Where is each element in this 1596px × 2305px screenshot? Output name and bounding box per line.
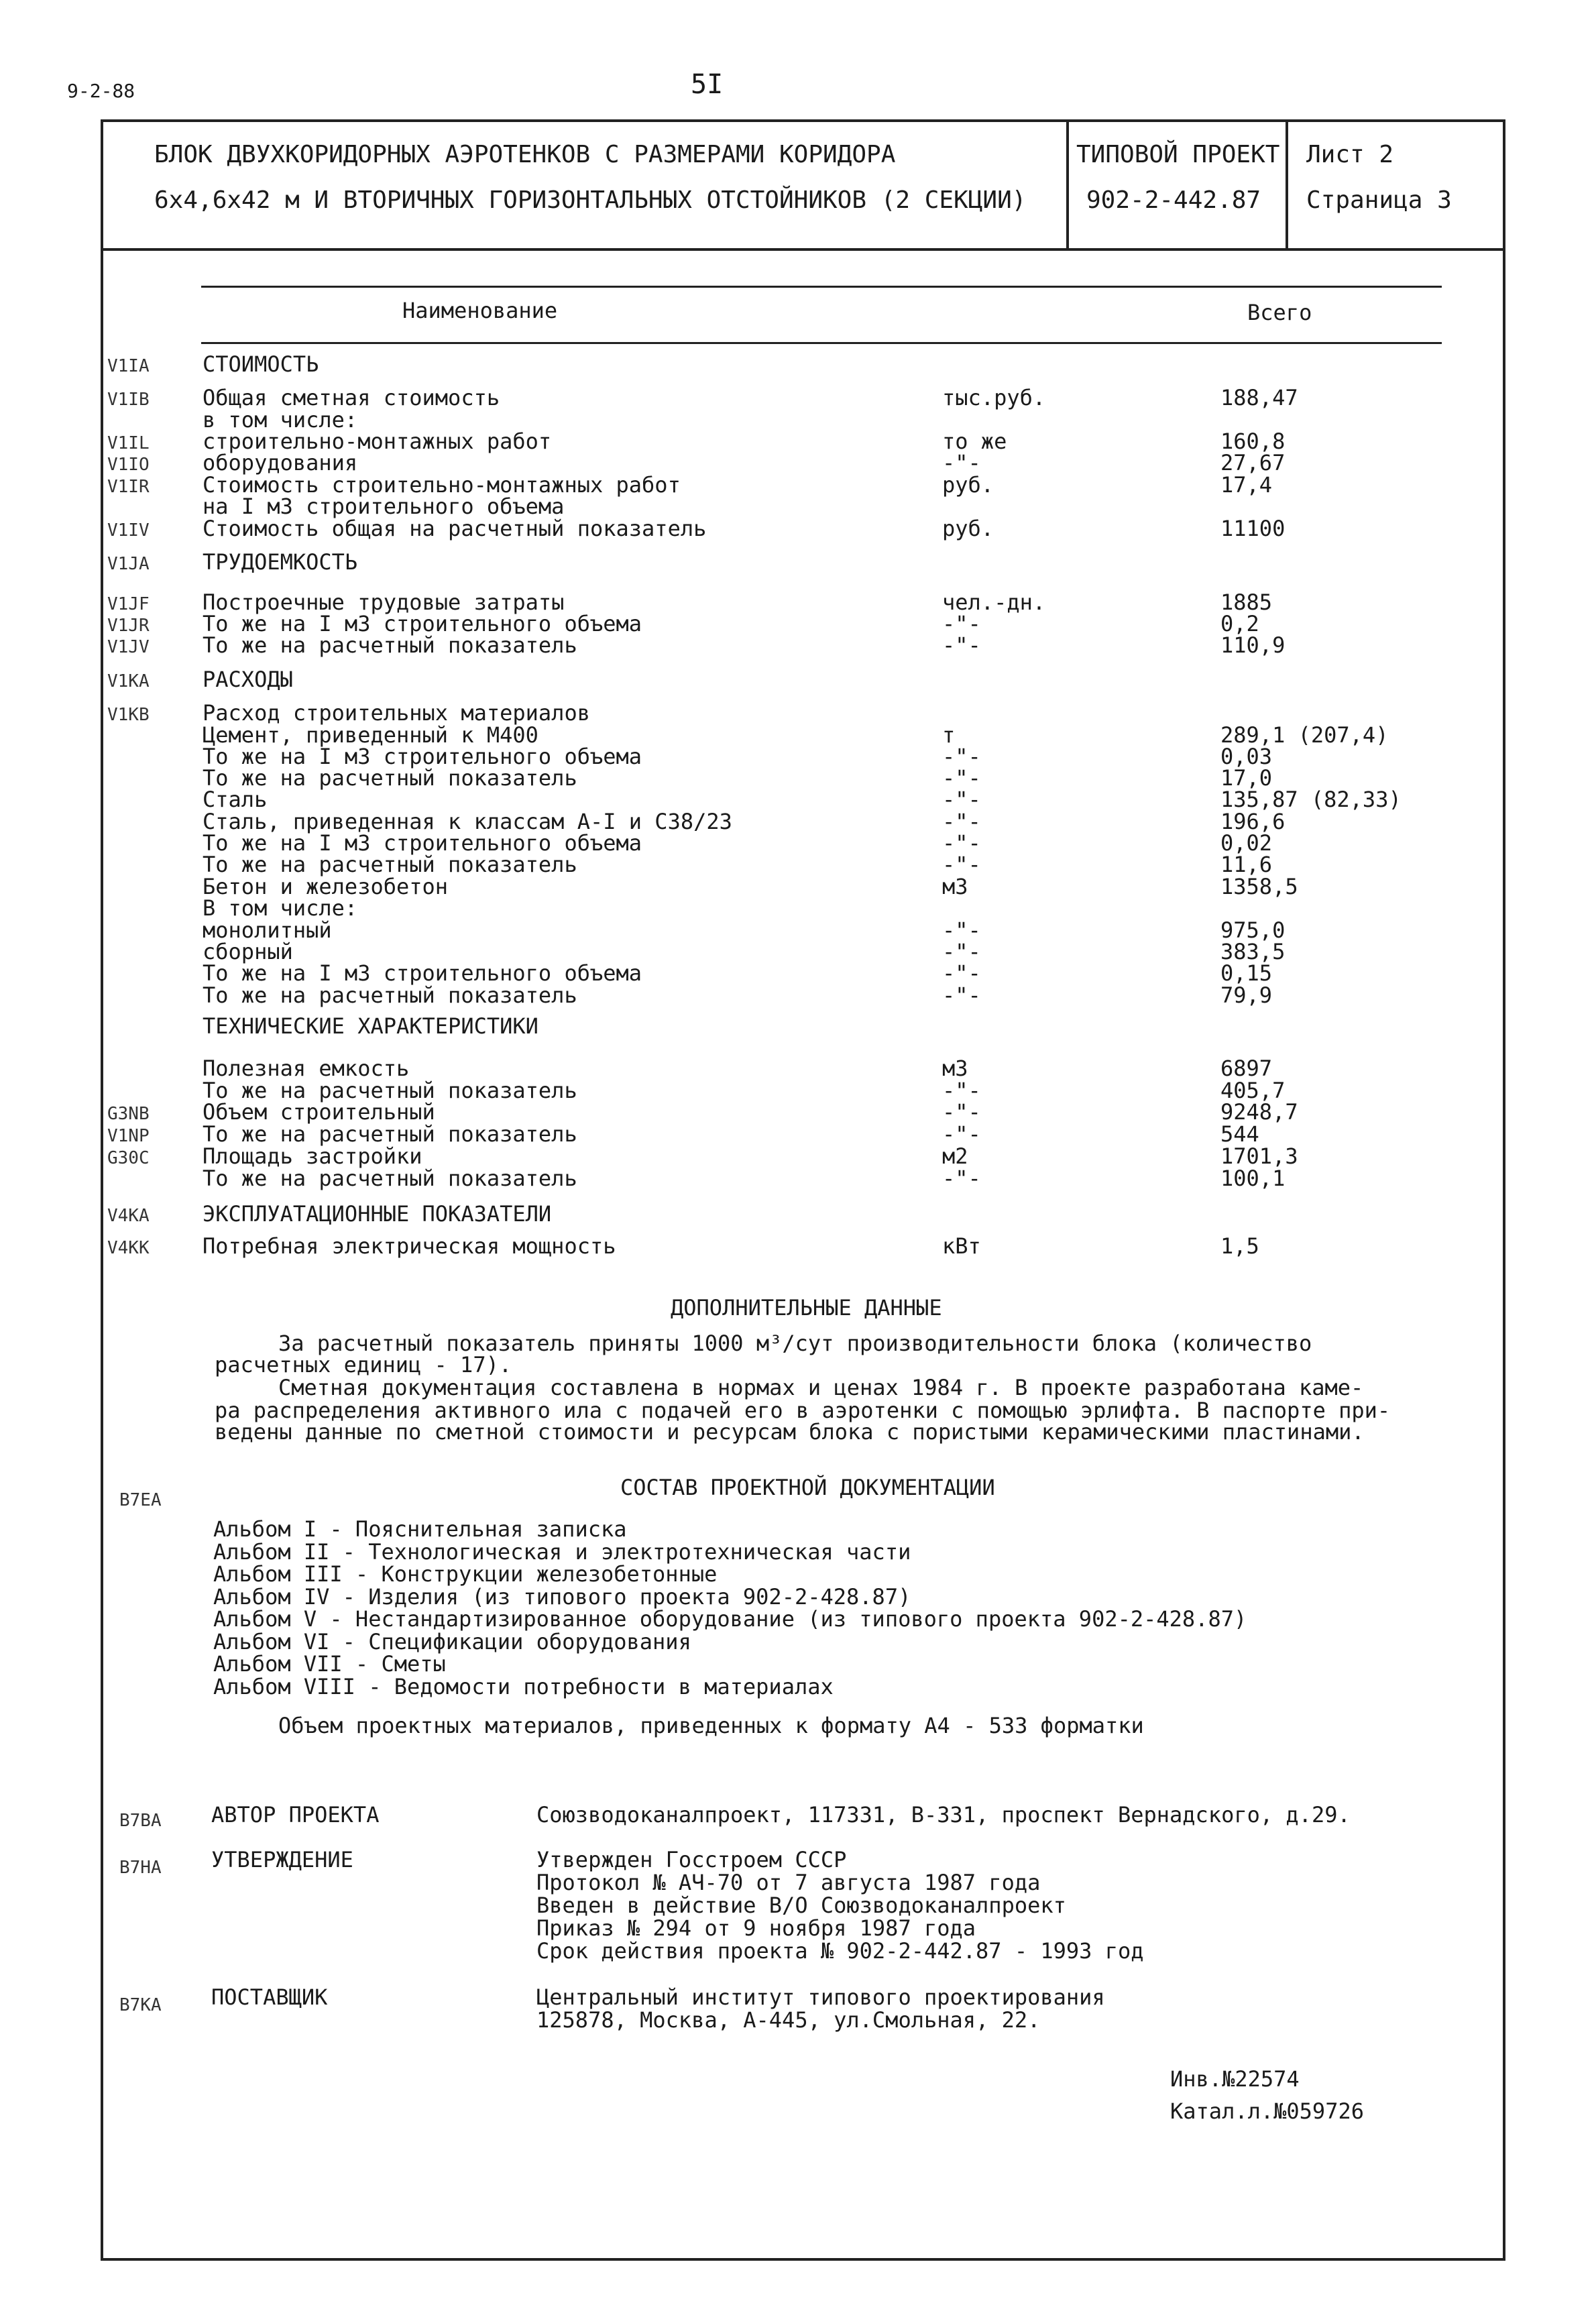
row-name: В том числе: <box>203 895 358 921</box>
row-code: V1JV <box>107 637 150 657</box>
row-unit: м3 <box>942 1056 968 1081</box>
row-unit: чел.-дн. <box>942 589 1046 615</box>
album-item: Альбом VIII - Ведомости потребности в материалах <box>213 1673 834 1699</box>
inventory-number: Инв.№22574 <box>1170 2066 1300 2092</box>
row-unit: тыс.руб. <box>942 385 1046 410</box>
composition-title: СОСТАВ ПРОЕКТНОЙ ДОКУМЕНТАЦИИ <box>620 1475 995 1500</box>
row-unit: -"- <box>942 744 981 769</box>
page-mark: 5I <box>691 69 724 100</box>
row-unit: -"- <box>942 1099 981 1125</box>
row-code: V1JF <box>107 594 150 614</box>
row-value: 11,6 <box>1220 852 1273 877</box>
column-header-name: Наименование <box>402 298 558 323</box>
supplier-code: B7KA <box>119 1995 162 2015</box>
row-unit: руб. <box>942 516 994 541</box>
row-unit: -"- <box>942 632 981 658</box>
author-text: Союзводоканалпроект, 117331, В-331, проспект Вернадского, д.29. <box>536 1802 1351 1828</box>
row-name: То же на расчетный показатель <box>203 852 577 877</box>
catalog-number: Катал.л.№059726 <box>1170 2098 1364 2124</box>
row-code: V1JR <box>107 616 150 636</box>
supplier-line: Центральный институт типового проектирования <box>536 1984 1105 2010</box>
row-value: 110,9 <box>1220 632 1286 658</box>
row-name: То же на расчетный показатель <box>203 1078 577 1103</box>
row-name: Сталь <box>203 787 268 812</box>
project-number: 902-2-442.87 <box>1086 186 1261 214</box>
composition-code: B7EA <box>119 1490 162 1510</box>
approval-label: УТВЕРЖДЕНИЕ <box>211 1847 353 1872</box>
row-value: 1885 <box>1220 589 1273 615</box>
row-code: V4KA <box>107 1206 150 1226</box>
row-name: Общая сметная стоимость <box>203 385 500 410</box>
row-unit: -"- <box>942 787 981 812</box>
row-value: 1358,5 <box>1220 874 1298 899</box>
row-unit: -"- <box>942 830 981 856</box>
row-unit: -"- <box>942 611 981 636</box>
album-item: Альбом VI - Спецификации оборудования <box>213 1628 691 1654</box>
additional-line: расчетных единиц - 17). <box>215 1352 512 1378</box>
approval-line: Утвержден Госстроем СССР <box>536 1847 847 1872</box>
row-code: V1KA <box>107 671 150 691</box>
row-name: СТОИМОСТЬ <box>203 351 319 377</box>
row-unit: м3 <box>942 874 968 899</box>
author-label: АВТОР ПРОЕКТА <box>211 1802 380 1828</box>
album-item: Альбом VII - Сметы <box>213 1651 446 1677</box>
row-code: V1IV <box>107 520 150 541</box>
row-name: строительно-монтажных работ <box>203 429 552 454</box>
row-name: Полезная емкость <box>203 1056 410 1081</box>
row-unit: то же <box>942 429 1007 454</box>
row-unit: -"- <box>942 450 981 475</box>
row-code: V1KB <box>107 705 150 725</box>
row-value: 79,9 <box>1220 982 1273 1008</box>
row-name: в том числе: <box>203 407 358 433</box>
row-value: 383,5 <box>1220 939 1286 964</box>
row-name: Объем строительный <box>203 1099 435 1125</box>
row-unit: -"- <box>942 917 981 943</box>
row-value: 0,2 <box>1220 611 1259 636</box>
row-value: 135,87 (82,33) <box>1220 787 1402 812</box>
row-unit: кВт <box>942 1233 981 1259</box>
row-name: ЭКСПЛУАТАЦИОННЫЕ ПОКАЗАТЕЛИ <box>203 1201 552 1227</box>
row-name: Потребная электрическая мощность <box>203 1233 616 1259</box>
supplier-label: ПОСТАВЩИК <box>211 1984 328 2010</box>
row-code: V4KK <box>107 1238 150 1258</box>
author-code: B7BA <box>119 1811 162 1831</box>
row-name: ТРУДОЕМКОСТЬ <box>203 549 358 575</box>
row-name: ТЕХНИЧЕСКИЕ ХАРАКТЕРИСТИКИ <box>203 1013 538 1039</box>
row-name: Построечные трудовые затраты <box>203 589 565 615</box>
row-code: V1IB <box>107 390 150 410</box>
approval-line: Приказ № 294 от 9 ноября 1987 года <box>536 1915 976 1941</box>
approval-line: Введен в действие В/О Союзводоканалпроект <box>536 1893 1066 1918</box>
row-name: То же на расчетный показатель <box>203 632 577 658</box>
row-unit: -"- <box>942 852 981 877</box>
row-name: То же на I м3 строительного объема <box>203 744 642 769</box>
album-item: Альбом IV - Изделия (из типового проекта 902-2-428.87) <box>213 1583 911 1610</box>
row-unit: -"- <box>942 809 981 834</box>
row-name: Цемент, приведенный к М400 <box>203 722 538 748</box>
row-name: То же на расчетный показатель <box>203 1166 577 1191</box>
row-name: оборудования <box>203 450 358 475</box>
row-name: сборный <box>203 939 293 964</box>
row-name: То же на I м3 строительного объема <box>203 830 642 856</box>
row-value: 188,47 <box>1220 385 1298 410</box>
supplier-line: 125878, Москва, А-445, ул.Смольная, 22. <box>536 2007 1041 2033</box>
row-value: 0,03 <box>1220 744 1273 769</box>
row-unit: -"- <box>942 939 981 964</box>
row-value: 289,1 (207,4) <box>1220 722 1389 748</box>
volume-note: Объем проектных материалов, приведенных к формату А4 - 533 форматки <box>278 1713 1144 1738</box>
row-value: 0,15 <box>1220 960 1273 986</box>
row-unit: руб. <box>942 472 994 498</box>
row-unit: т <box>942 722 956 748</box>
document-date: 9-2-88 <box>67 80 135 102</box>
row-code: V1JA <box>107 554 150 574</box>
row-value: 27,67 <box>1220 450 1286 475</box>
title-line-2: 6x4,6x42 м И ВТОРИЧНЫХ ГОРИЗОНТАЛЬНЫХ ОТСТОЙНИКОВ (2 СЕКЦИИ) <box>154 186 1027 214</box>
row-value: 6897 <box>1220 1056 1273 1081</box>
row-name: Стоимость общая на расчетный показатель <box>203 516 707 541</box>
album-item: Альбом I - Пояснительная записка <box>213 1516 627 1542</box>
row-unit: м2 <box>942 1143 968 1169</box>
row-code: V1IA <box>107 356 150 376</box>
additional-line: За расчетный показатель приняты 1000 м³/сут производительности блока (количество <box>278 1331 1312 1356</box>
album-item: Альбом V - Нестандартизированное оборудование (из типового проекта 902-2-428.87) <box>213 1606 1247 1632</box>
row-value: 405,7 <box>1220 1078 1286 1103</box>
row-value: 1,5 <box>1220 1233 1259 1259</box>
row-value: 17,0 <box>1220 765 1273 791</box>
approval-line: Срок действия проекта № 902-2-442.87 - 1993 год <box>536 1938 1144 1964</box>
row-name: То же на I м3 строительного объема <box>203 611 642 636</box>
row-unit: -"- <box>942 1078 981 1103</box>
row-value: 9248,7 <box>1220 1099 1298 1125</box>
row-name: на I м3 строительного объема <box>203 494 565 519</box>
row-unit: -"- <box>942 1121 981 1147</box>
row-value: 196,6 <box>1220 809 1286 834</box>
row-unit: -"- <box>942 960 981 986</box>
row-name: РАСХОДЫ <box>203 667 293 692</box>
album-item: Альбом II - Технологическая и электротехническая части <box>213 1538 911 1565</box>
row-unit: -"- <box>942 1166 981 1191</box>
additional-line: Сметная документация составлена в нормах и ценах 1984 г. В проекте разработана каме- <box>278 1375 1364 1400</box>
additional-title: ДОПОЛНИТЕЛЬНЫЕ ДАННЫЕ <box>671 1295 942 1320</box>
title-line-1: БЛОК ДВУХКОРИДОРНЫХ АЭРОТЕНКОВ С РАЗМЕРАМИ КОРИДОРА <box>154 141 896 168</box>
page-number: Страница 3 <box>1306 186 1452 214</box>
row-name: То же на расчетный показатель <box>203 1121 577 1147</box>
row-name: Сталь, приведенная к классам А-I и С38/23 <box>203 809 732 834</box>
row-value: 544 <box>1220 1121 1259 1147</box>
row-value: 11100 <box>1220 516 1286 541</box>
row-value: 0,02 <box>1220 830 1273 856</box>
row-code: G30C <box>107 1148 150 1168</box>
row-value: 160,8 <box>1220 429 1286 454</box>
row-name: То же на расчетный показатель <box>203 982 577 1008</box>
row-name: То же на I м3 строительного объема <box>203 960 642 986</box>
album-item: Альбом III - Конструкции железобетонные <box>213 1561 718 1587</box>
row-code: V1IL <box>107 433 150 453</box>
row-unit: -"- <box>942 765 981 791</box>
sheet-number: Лист 2 <box>1306 141 1394 168</box>
row-name: Площадь застройки <box>203 1143 422 1169</box>
row-value: 17,4 <box>1220 472 1273 498</box>
row-code: V1IR <box>107 477 150 497</box>
row-unit: -"- <box>942 982 981 1008</box>
project-label: ТИПОВОЙ ПРОЕКТ <box>1076 141 1280 168</box>
row-name: Расход строительных материалов <box>203 700 590 726</box>
row-value: 975,0 <box>1220 917 1286 943</box>
column-header-total: Всего <box>1247 300 1312 325</box>
row-code: G3NB <box>107 1104 150 1124</box>
approval-code: B7HA <box>119 1858 162 1878</box>
approval-line: Протокол № АЧ-70 от 7 августа 1987 года <box>536 1870 1041 1895</box>
row-name: То же на расчетный показатель <box>203 765 577 791</box>
row-name: Стоимость строительно-монтажных работ <box>203 472 681 498</box>
row-name: Бетон и железобетон <box>203 874 449 899</box>
additional-line: ра распределения активного ила с подачей его в аэротенки с помощью эрлифта. В паспорте при- <box>215 1398 1391 1423</box>
row-value: 100,1 <box>1220 1166 1286 1191</box>
additional-line: ведены данные по сметной стоимости и ресурсам блока с пористыми керамическими пластинами. <box>215 1419 1365 1445</box>
row-name: монолитный <box>203 917 332 943</box>
row-code: V1IO <box>107 455 150 475</box>
row-code: V1NP <box>107 1126 150 1146</box>
row-value: 1701,3 <box>1220 1143 1298 1169</box>
